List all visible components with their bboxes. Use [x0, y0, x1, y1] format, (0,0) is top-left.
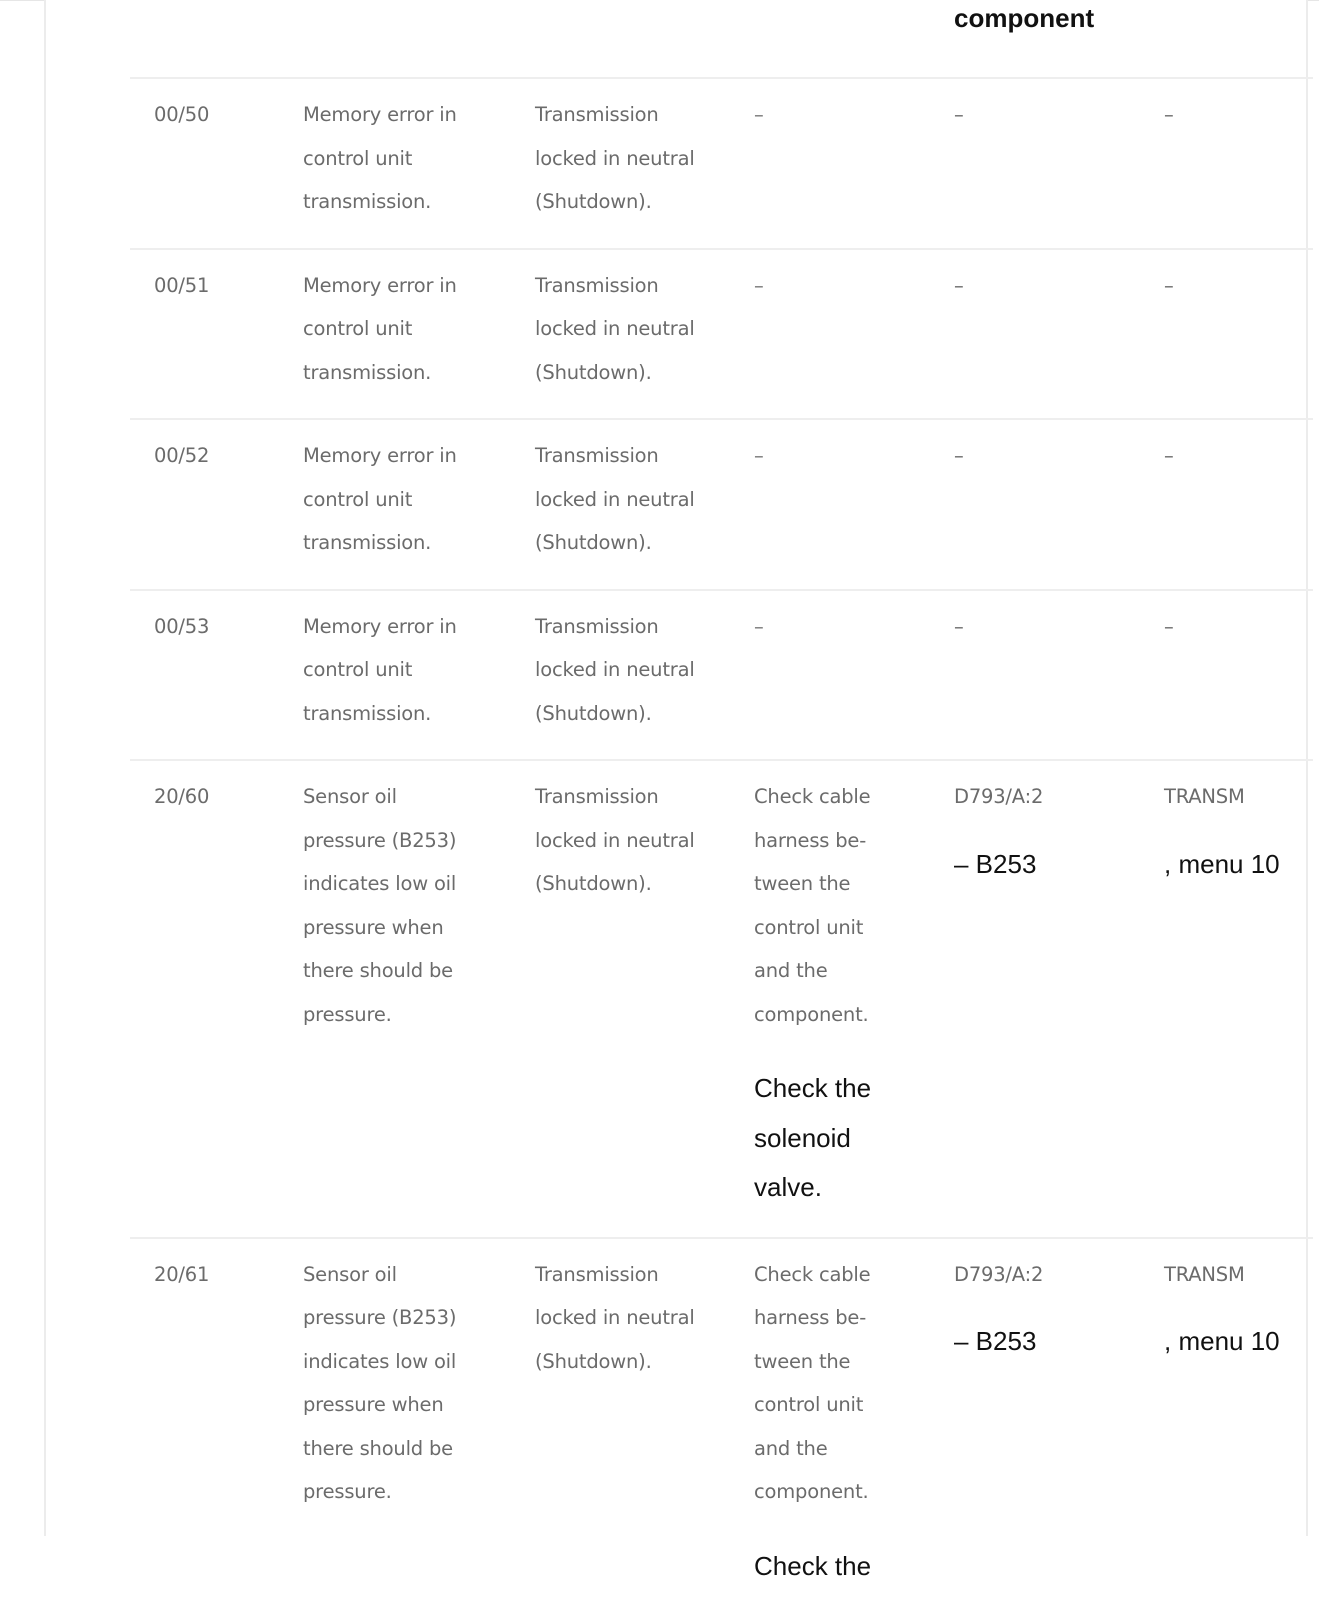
- cell-code: [130, 419, 279, 590]
- cell-description: [279, 419, 511, 590]
- description-line: pressure when: [303, 906, 501, 950]
- action-line: –: [754, 434, 920, 478]
- consequence-line: Transmission: [535, 93, 720, 137]
- cell-action: [730, 419, 930, 590]
- action-line: control unit: [754, 906, 920, 950]
- cell-action: [730, 1238, 930, 1615]
- consequence-line: (Shutdown).: [535, 180, 720, 224]
- description-line: control unit: [303, 648, 501, 692]
- test-point: D793/A:2: [954, 775, 1130, 819]
- description-line: Memory error in: [303, 264, 501, 308]
- description-line: Sensor oil: [303, 1253, 501, 1297]
- fault-code: 20/61: [154, 1263, 209, 1286]
- cell-tool: [1140, 419, 1313, 590]
- description-line: pressure when: [303, 1383, 501, 1427]
- action-line: Check cable: [754, 1253, 920, 1297]
- consequence-line: Transmission: [535, 434, 720, 478]
- cell-code: [130, 1238, 279, 1615]
- diagnostic-tool-menu: , menu 10: [1164, 1317, 1303, 1367]
- description-line: Memory error in: [303, 434, 501, 478]
- diagnostic-tool: –: [1164, 93, 1303, 137]
- header-test-point-label: component: [954, 0, 1140, 49]
- cell-code: [130, 590, 279, 761]
- diagnostic-tool-menu: , menu 10: [1164, 840, 1303, 890]
- header-code: [130, 0, 279, 78]
- action-line: –: [754, 264, 920, 308]
- cell-consequence: [511, 419, 730, 590]
- description-line: Memory error in: [303, 93, 501, 137]
- cell-description: [279, 78, 511, 249]
- description-line: transmission.: [303, 692, 501, 736]
- action-line: component.: [754, 1470, 920, 1514]
- fault-code: 00/50: [154, 103, 209, 126]
- cell-consequence: [511, 78, 730, 249]
- description-line: there should be: [303, 1427, 501, 1471]
- cell-description: [279, 249, 511, 420]
- header-tool: [1140, 0, 1313, 78]
- consequence-line: (Shutdown).: [535, 521, 720, 565]
- action-note-line: Check the: [754, 1064, 920, 1114]
- table-header-row: [130, 0, 1313, 78]
- cell-action: [730, 249, 930, 420]
- description-line: control unit: [303, 137, 501, 181]
- consequence-line: locked in neutral: [535, 648, 720, 692]
- cell-description: [279, 1238, 511, 1615]
- description-line: pressure (B253): [303, 819, 501, 863]
- cell-test-point: [930, 419, 1140, 590]
- test-point-component: – B253: [954, 840, 1130, 890]
- cell-tool: [1140, 78, 1313, 249]
- cell-code: [130, 760, 279, 1238]
- action-note: [754, 1542, 920, 1592]
- consequence-line: Transmission: [535, 1253, 720, 1297]
- document-page: [44, 0, 1308, 1536]
- description-line: transmission.: [303, 521, 501, 565]
- cell-test-point: [930, 249, 1140, 420]
- consequence-line: Transmission: [535, 264, 720, 308]
- diagnostic-tool: TRANSM: [1164, 775, 1303, 819]
- action-line: harness be-: [754, 819, 920, 863]
- action-line: Check cable: [754, 775, 920, 819]
- header-test-point: [930, 0, 1140, 78]
- action-line: and the: [754, 1427, 920, 1471]
- consequence-line: locked in neutral: [535, 819, 720, 863]
- description-line: pressure.: [303, 993, 501, 1037]
- table-row: [130, 249, 1313, 420]
- diagnostic-tool: TRANSM: [1164, 1253, 1303, 1297]
- cell-action: [730, 78, 930, 249]
- description-line: pressure.: [303, 1470, 501, 1514]
- description-line: Sensor oil: [303, 775, 501, 819]
- fault-code: 00/52: [154, 444, 209, 467]
- cell-consequence: [511, 590, 730, 761]
- table-row: [130, 1238, 1313, 1615]
- test-point: –: [954, 434, 1130, 478]
- description-line: control unit: [303, 307, 501, 351]
- description-line: indicates low oil: [303, 862, 501, 906]
- test-point: –: [954, 93, 1130, 137]
- cell-consequence: [511, 249, 730, 420]
- description-line: pressure (B253): [303, 1296, 501, 1340]
- cell-tool: [1140, 1238, 1313, 1615]
- consequence-line: Transmission: [535, 605, 720, 649]
- table-row: [130, 760, 1313, 1238]
- table-row: [130, 78, 1313, 249]
- consequence-line: locked in neutral: [535, 137, 720, 181]
- table-row: [130, 419, 1313, 590]
- cell-test-point: [930, 760, 1140, 1238]
- action-line: control unit: [754, 1383, 920, 1427]
- action-line: component.: [754, 993, 920, 1037]
- consequence-line: locked in neutral: [535, 307, 720, 351]
- action-note: [754, 1064, 920, 1213]
- test-point: –: [954, 605, 1130, 649]
- consequence-line: (Shutdown).: [535, 692, 720, 736]
- diagnostic-tool: –: [1164, 605, 1303, 649]
- action-line: tween the: [754, 862, 920, 906]
- description-line: control unit: [303, 478, 501, 522]
- test-point-component: – B253: [954, 1317, 1130, 1367]
- consequence-line: (Shutdown).: [535, 862, 720, 906]
- consequence-line: locked in neutral: [535, 478, 720, 522]
- cell-description: [279, 590, 511, 761]
- consequence-line: (Shutdown).: [535, 351, 720, 395]
- cell-tool: [1140, 760, 1313, 1238]
- diagnostic-tool: –: [1164, 264, 1303, 308]
- action-line: –: [754, 605, 920, 649]
- fault-code-table: [130, 0, 1313, 1615]
- cell-action: [730, 590, 930, 761]
- action-note-line: Check the: [754, 1542, 920, 1592]
- action-line: tween the: [754, 1340, 920, 1384]
- action-line: harness be-: [754, 1296, 920, 1340]
- consequence-line: locked in neutral: [535, 1296, 720, 1340]
- cell-action: [730, 760, 930, 1238]
- fault-code: 00/51: [154, 274, 209, 297]
- description-line: indicates low oil: [303, 1340, 501, 1384]
- action-line: and the: [754, 949, 920, 993]
- cell-test-point: [930, 590, 1140, 761]
- test-point: –: [954, 264, 1130, 308]
- cell-description: [279, 760, 511, 1238]
- action-note-line: solenoid: [754, 1114, 920, 1164]
- cell-test-point: [930, 1238, 1140, 1615]
- cell-consequence: [511, 1238, 730, 1615]
- action-note-line: valve.: [754, 1163, 920, 1213]
- description-line: there should be: [303, 949, 501, 993]
- test-point: D793/A:2: [954, 1253, 1130, 1297]
- table-body: [130, 78, 1313, 1615]
- cell-code: [130, 249, 279, 420]
- description-line: Memory error in: [303, 605, 501, 649]
- cell-code: [130, 78, 279, 249]
- table-row: [130, 590, 1313, 761]
- header-action: [730, 0, 930, 78]
- cell-consequence: [511, 760, 730, 1238]
- consequence-line: Transmission: [535, 775, 720, 819]
- fault-code: 00/53: [154, 615, 209, 638]
- description-line: transmission.: [303, 351, 501, 395]
- fault-code-table-wrapper: [130, 0, 1313, 1615]
- diagnostic-tool: –: [1164, 434, 1303, 478]
- action-line: –: [754, 93, 920, 137]
- header-consequence: [511, 0, 730, 78]
- cell-test-point: [930, 78, 1140, 249]
- cell-tool: [1140, 249, 1313, 420]
- fault-code: 20/60: [154, 785, 209, 808]
- header-description: [279, 0, 511, 78]
- consequence-line: (Shutdown).: [535, 1340, 720, 1384]
- description-line: transmission.: [303, 180, 501, 224]
- cell-tool: [1140, 590, 1313, 761]
